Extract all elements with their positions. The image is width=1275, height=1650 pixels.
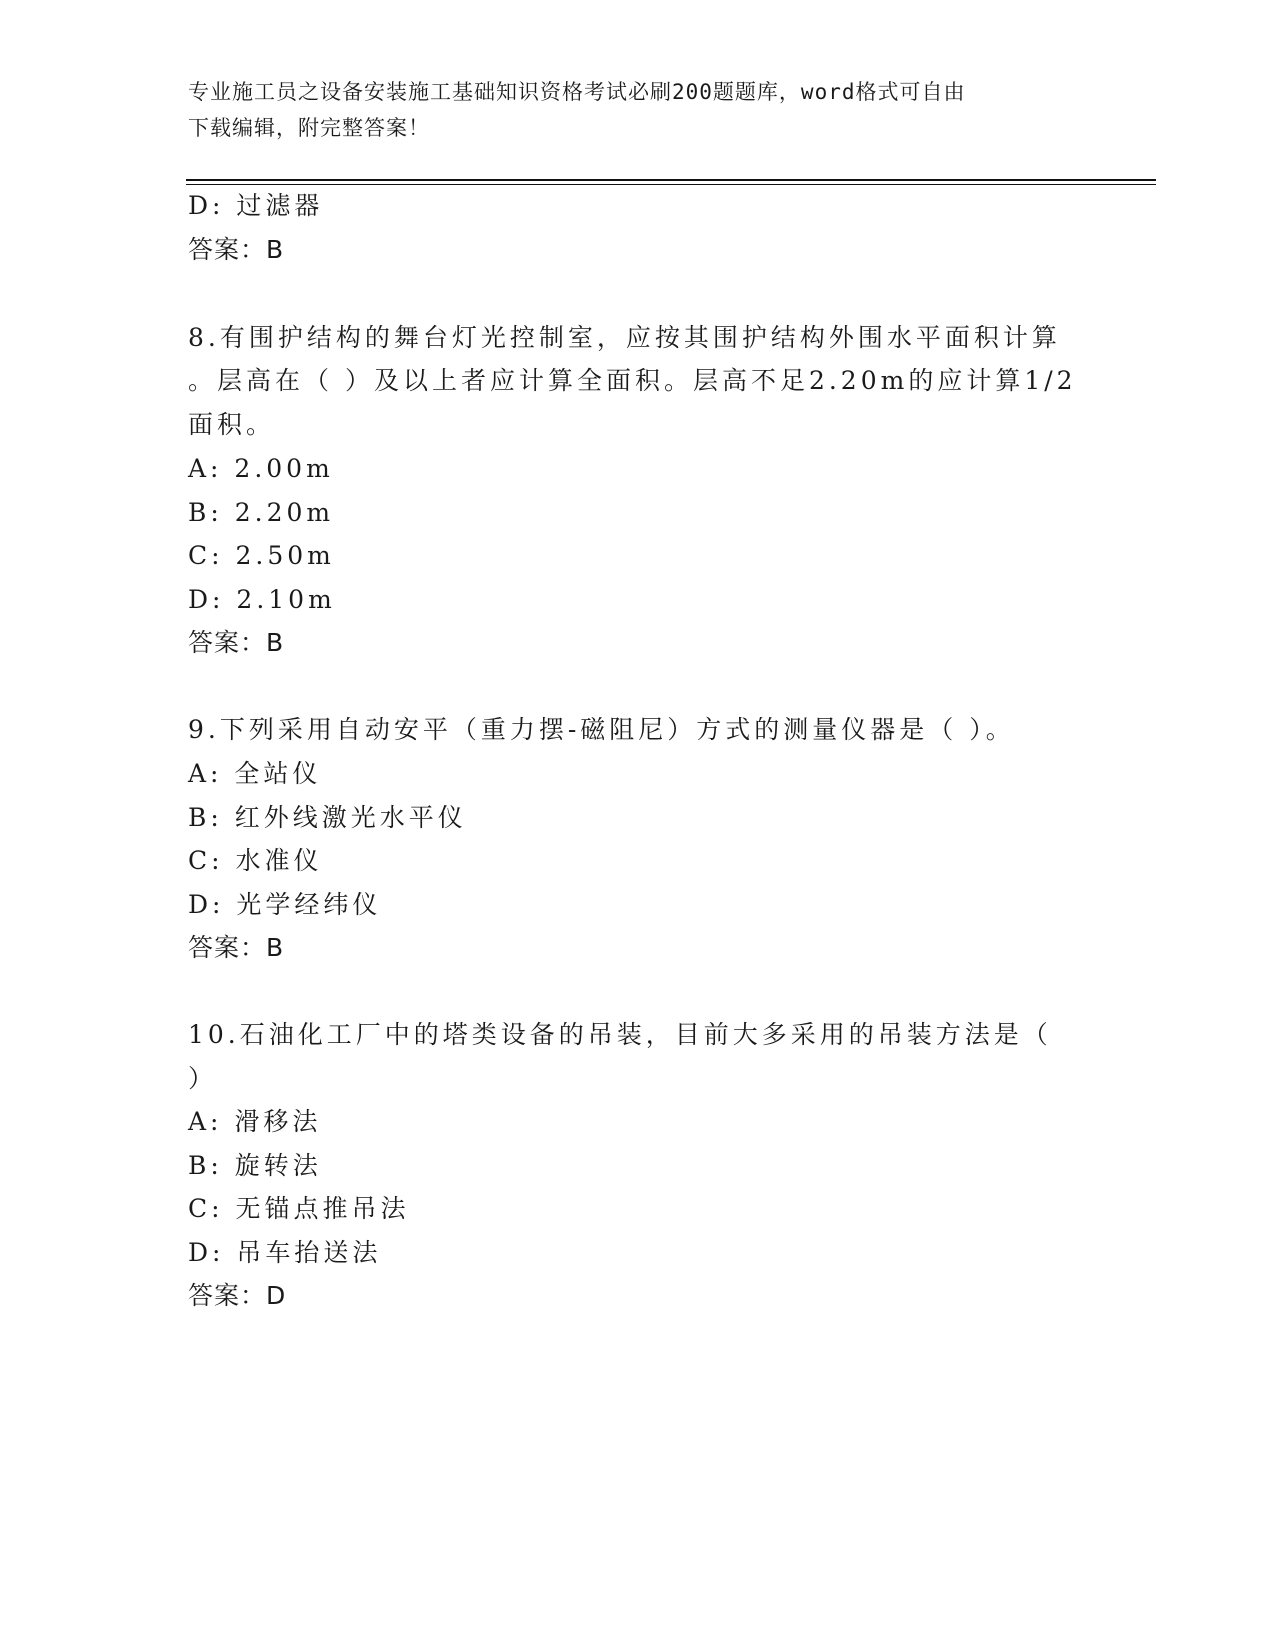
header-line-2: 下载编辑，附完整答案！	[188, 116, 430, 140]
q8-option-b: B: 2.20m	[188, 498, 335, 527]
q9-option-d: D: 光学经纬仪	[188, 890, 382, 919]
q8-text-line-3: 面积。	[188, 410, 276, 439]
header-divider-thin	[186, 184, 1156, 185]
q9-text-line-1: 9.下列采用自动安平（重力摆-磁阻尼）方式的测量仪器是（ ）。	[188, 715, 1015, 744]
q10-text-line-2: ）	[188, 1064, 218, 1093]
header-line-1: 专业施工员之设备安装施工基础知识资格考试必刷200题题库，word格式可自由	[188, 80, 966, 104]
q8-text-line-2: 。层高在（ ）及以上者应计算全面积。层高不足2.20m的应计算1/2	[188, 366, 1077, 395]
q8-option-c: C: 2.50m	[188, 541, 335, 570]
q9-option-a: A: 全站仪	[188, 759, 322, 788]
q10-option-d: D: 吊车抬送法	[188, 1238, 382, 1267]
q9-option-c: C: 水准仪	[188, 846, 323, 875]
prev-answer: 答案：B	[188, 235, 285, 264]
prev-option-d: D: 过滤器	[188, 191, 324, 220]
document-header	[188, 74, 1068, 146]
q8-option-d: D: 2.10m	[188, 585, 336, 614]
q10-text-line-1: 10.石油化工厂中的塔类设备的吊装，目前大多采用的吊装方法是（	[188, 1020, 1052, 1049]
q10-option-c: C: 无锚点推吊法	[188, 1194, 410, 1223]
q10-option-b: B: 旋转法	[188, 1151, 322, 1180]
q8-text-line-1: 8.有围护结构的舞台灯光控制室，应按其围护结构外围水平面积计算	[188, 323, 1061, 352]
header-divider-thick	[186, 179, 1156, 181]
q9-option-b: B: 红外线激光水平仪	[188, 803, 467, 832]
q8-option-a: A: 2.00m	[188, 454, 334, 483]
q10-answer: 答案：D	[188, 1281, 287, 1310]
q10-option-a: A: 滑移法	[188, 1107, 322, 1136]
q8-answer: 答案：B	[188, 628, 285, 657]
q9-answer: 答案：B	[188, 933, 285, 962]
